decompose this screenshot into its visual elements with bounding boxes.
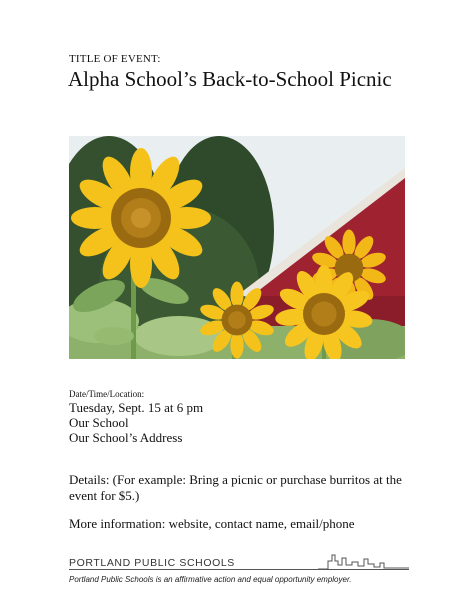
event-place: Our School bbox=[69, 415, 129, 430]
eeo-statement: Portland Public Schools is an affirmative action and equal opportunity employer. bbox=[69, 575, 352, 584]
date-time-location-label: Date/Time/Location: bbox=[69, 389, 145, 399]
event-details: Details: (For example: Bring a picnic or purchase burritos at the event for $5.) bbox=[69, 472, 402, 503]
event-title: Alpha School’s Back-to-School Picnic bbox=[68, 67, 392, 91]
title-label: TITLE OF EVENT: bbox=[69, 53, 161, 65]
footer-rule bbox=[69, 569, 409, 570]
sunflower-photo bbox=[69, 136, 405, 359]
more-information: More information: website, contact name, email/phone bbox=[69, 516, 355, 531]
org-name: PORTLAND PUBLIC SCHOOLS bbox=[69, 557, 235, 569]
event-address: Our School’s Address bbox=[69, 430, 183, 445]
event-time: Tuesday, Sept. 15 at 6 pm bbox=[69, 400, 204, 415]
